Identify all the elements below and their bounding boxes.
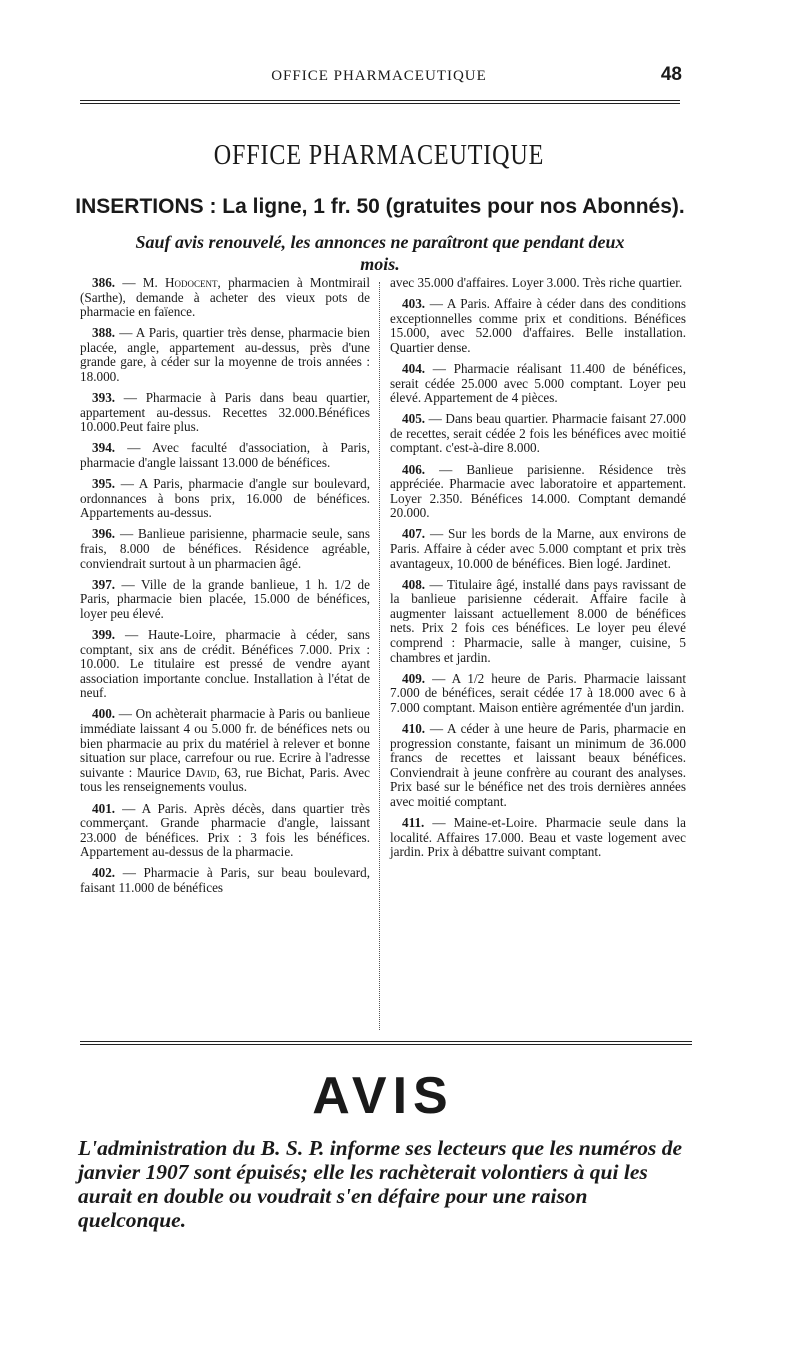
listing-entry [390, 672, 686, 716]
listing-number: 409. [402, 670, 426, 686]
listing-entry [390, 527, 686, 571]
listing-text: — Banlieue parisienne. Résidence très appréciée. Pharmacie avec laboratoire et appartement. Loyer 2.350. Bénéfices 14.000. Comptant demandé 20.000. [390, 461, 686, 521]
listing-number: 388. [92, 325, 116, 341]
listing-entry [80, 866, 370, 895]
section-rule [80, 1041, 692, 1045]
ads-notice: Sauf avis renouvelé, les annonces ne paraîtront que pendant deux mois. [135, 232, 625, 274]
listing-text: — Avec faculté d'association, à Paris, pharmacie d'angle laissant 13.000 de bénéfices. [80, 440, 370, 471]
listing-entry [390, 297, 686, 355]
listing-entry [80, 441, 370, 470]
listing-number: 397. [92, 576, 116, 592]
listing-number: 393. [92, 390, 116, 406]
listing-number: 401. [92, 800, 116, 816]
listing-entry [390, 816, 686, 860]
listing-entry [390, 722, 686, 810]
listing-number: 402. [92, 865, 116, 881]
listing-entry [80, 326, 370, 384]
listing-entry [80, 802, 370, 860]
listing-entry [80, 276, 370, 320]
listing-number: 395. [92, 476, 116, 492]
listing-number: 386. [92, 275, 116, 290]
listing-entry [390, 463, 686, 521]
listing-text: — A céder à une heure de Paris, pharmacie en progression constante, faisant un minimum de 36.000 francs de recettes et laissant beaux bénéfices. Conviendrait à jeune confrère au courant des analyses. Prix basé sur le bénéfice net des trois dernières années avec moitié comptant. [390, 721, 686, 809]
listing-number: 404. [402, 360, 426, 376]
listing-entry [390, 578, 686, 666]
listing-entry [80, 477, 370, 521]
listing-person-name: Hodocent [165, 275, 218, 290]
listing-entry [80, 527, 370, 571]
page-number: 48 [660, 64, 682, 85]
listing-number: 396. [92, 526, 116, 542]
listing-text: — Banlieue parisienne, pharmacie seule, sans frais, 8.000 de bénéfices. Résidence agréable, conviendrait surtout à un pharmacien âgé. [80, 526, 370, 571]
left-column [80, 276, 370, 902]
listing-text: — Pharmacie réalisant 11.400 de bénéfices, serait cédée 25.000 avec 5.000 comptant. Loyer peu élevé. Appartement de 4 pièces. [390, 360, 686, 406]
avis-heading: AVIS [312, 1067, 454, 1125]
listing-entry [80, 707, 370, 795]
listing-text: — A Paris. Après décès, dans quartier très commerçant. Grande pharmacie d'angle, laissant 23.000 de bénéfices. Prix : 3 fois les bénéfices. Appartement au-dessus de la pharmacie. [80, 800, 370, 860]
listing-number: 410. [402, 721, 426, 737]
listing-text: — Ville de la grande banlieue, 1 h. 1/2 de Paris, pharmacie bien placée, 15.000 de bénéfices, loyer peu élevé. [80, 576, 370, 621]
column-divider [379, 282, 380, 1030]
listing-entry [80, 391, 370, 435]
listing-text: — A Paris. Affaire à céder dans des conditions exceptionnelles comme prix et conditions. Bénéfices 15.000, avec 52.000 d'affaires. Belle installation. Quartier dense. [390, 296, 686, 355]
listing-number: 411. [402, 815, 425, 831]
listing-number: 406. [402, 461, 426, 477]
listing-text: — Pharmacie à Paris, sur beau boulevard, faisant 11.000 de bénéfices [80, 865, 370, 895]
listing-text: — Pharmacie à Paris dans beau quartier, appartement au-dessus. Recettes 32.000.Bénéfices 10.000.Peut faire plus. [80, 390, 370, 435]
listing-number: 405. [402, 411, 426, 427]
listing-text: — Titulaire âgé, installé dans pays ravissant de la banlieue parisienne céderait. Affaire facile à augmenter laissant actuellement 8.000 de bénéfices nets. Prix 2 fois ces bénéfices. Le loyer peu élevé comprend : Pharmacie, salle à manger, cuisine, 5 chambres et jardin. [390, 576, 686, 665]
listing-number: 400. [92, 706, 116, 722]
listing-text: , 63, rue Bichat, Paris. Avec tous les renseignements voulus. [80, 764, 370, 795]
listing-text: — A 1/2 heure de Paris. Pharmacie laissant 7.000 de bénéfices, serait cédée 17 à 18.000 avec 6 à 7.000 comptant. Maison entière agrémentée d'un jardin. [390, 670, 686, 715]
running-title: OFFICE PHARMACEUTIQUE [271, 68, 487, 84]
listing-text: — Dans beau quartier. Pharmacie faisant 27.000 de recettes, serait cédée 2 fois les bénéfices avec moitié comptant. c'est-à-dire 8.000. [390, 411, 686, 456]
continued-entry-text: avec 35.000 d'affaires. Loyer 3.000. Très riche quartier. [390, 275, 683, 290]
listing-number: 399. [92, 626, 116, 642]
listing-text: — Haute-Loire, pharmacie à céder, sans comptant, six ans de crédit. Bénéfices 7.000. Prix : 10.000. Le titulaire est pressé de vendre ayant association importante conclue. Installation à l'état de neuf. [80, 626, 370, 701]
listing-entry [80, 578, 370, 622]
listing-entry [390, 412, 686, 456]
listing-number: 403. [402, 296, 426, 312]
insertions-rate: INSERTIONS : La ligne, 1 fr. 50 (gratuites pour nos Abonnés). [75, 195, 685, 218]
right-column [390, 276, 686, 866]
listing-text: — A Paris, pharmacie d'angle sur boulevard, ordonnances à bons prix, 16.000 de bénéfices. Appartements au-dessus. [80, 476, 370, 521]
listing-entry [80, 628, 370, 701]
running-header [78, 64, 682, 90]
listing-text: — Sur les bords de la Marne, aux environs de Paris. Affaire à céder avec 5.000 comptant et prix très avantageux, 10.000 de bénéfices. Bien logé. Jardinet. [390, 526, 686, 571]
listing-entry [390, 362, 686, 406]
listing-number: 408. [402, 576, 426, 592]
avis-text: L'administration du B. S. P. informe ses lecteurs que les numéros de janvier 1907 sont épuisés; elle les rachèterait volontiers à qui les aurait en double ou voudrait s'en défaire pour une raison quelconque. [78, 1136, 683, 1232]
listing-number: 394. [92, 440, 116, 456]
listing-text: — On achèterait pharmacie à Paris ou banlieue immédiate laissant 4 ou 5.000 fr. de bénéfices nets ou bien pharmacie au prix du matériel à relever et bonne situation sur place, carrefour ou rue. Ecrire à l'adresse suivante : Maurice [80, 706, 370, 780]
listing-number: 407. [402, 526, 426, 542]
listing-text: — A Paris, quartier très dense, pharmacie bien placée, angle, appartement au-dessus, près d'une grande gare, à céder sur la moyenne de trois années : 18.000. [80, 325, 370, 385]
header-rule [80, 100, 680, 104]
page-title: OFFICE PHARMACEUTIQUE [213, 140, 545, 171]
listing-person-name: David [185, 764, 217, 780]
listing-text: — Maine-et-Loire. Pharmacie seule dans la localité. Affaires 17.000. Beau et vaste logement avec jardin. Prix à débattre suivant comptant. [390, 815, 686, 860]
listing-text: , pharmacien à Montmirail (Sarthe), demande à acheter des vieux pots de pharmacie en faïence. [80, 275, 370, 320]
listing-text: — M. [115, 275, 166, 290]
